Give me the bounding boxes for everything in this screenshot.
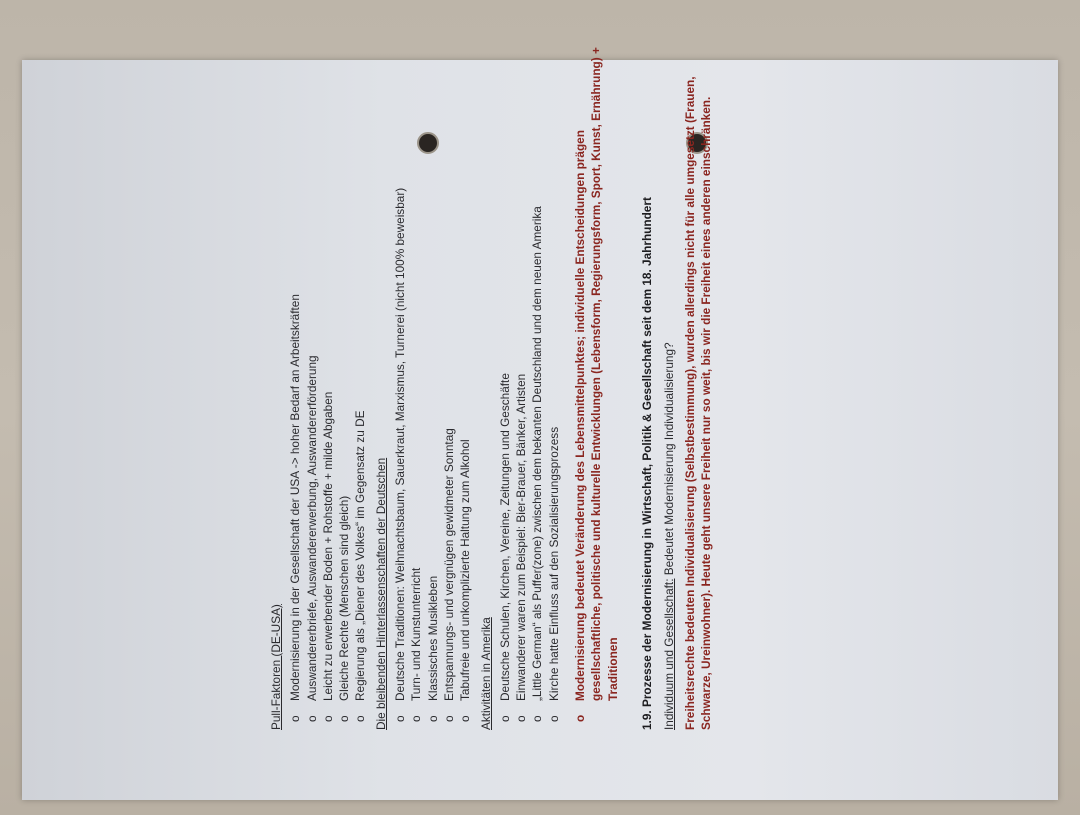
answer-paragraph: Freiheitsrechte bedeuten Individualisierung (Selbstbestimmung), wurden allerdings nicht für alle umgesetzt (Frauen, Schwarze, Ureinwohner). Heute geht unsere Freiheit nur so weit, bis wir die Freiheit eines anderen einschränken. bbox=[682, 76, 713, 730]
hinterlassenschaften-heading: Die bleibenden Hinterlassenschaften der Deutschen bbox=[373, 457, 388, 730]
list-item: o Leicht zu erwerbender Boden + Rohstoffe + milde Abgaben bbox=[320, 30, 336, 730]
list-item: o Entspannungs- und vergnügen gewidmeter Sonntag bbox=[441, 30, 457, 730]
list-item: o Kirche hatte Einfluss auf den Sozialisierungsprozess bbox=[546, 30, 562, 730]
list-item: o Turn- und Kunstunterricht bbox=[408, 30, 424, 730]
list-item: o Deutsche Traditionen: Weihnachtsbaum, Sauerkraut, Marxismus, Turnerei (nicht 100% beweisbar) bbox=[392, 30, 408, 730]
hinterlassenschaften-list bbox=[392, 30, 473, 730]
aktivitaeten-heading: Aktivitäten in Amerika bbox=[478, 617, 493, 730]
document-page bbox=[268, 30, 998, 730]
list-item: o Deutsche Schulen, Kirchen, Vereine, Zeitungen und Geschäfte bbox=[497, 30, 513, 730]
list-item: o Gleiche Rechte (Menschen sind gleich) bbox=[336, 30, 352, 730]
list-item: o Modernisierung in der Gesellschaft der USA -> hoher Bedarf an Arbeitskräften bbox=[287, 30, 303, 730]
list-item: o Einwanderer waren zum Beispiel: Bier-Brauer, Bänker, Artisten bbox=[513, 30, 529, 730]
question-text: Bedeutet Modernisierung Individualisierung? bbox=[662, 342, 677, 579]
pull-faktoren-heading: Pull-Faktoren (DE-USA) bbox=[269, 604, 283, 730]
list-item: o „Little German“ als Puffer(zone) zwischen dem bekanten Deutschland und dem neuen Amerika bbox=[529, 30, 545, 730]
section-title: 1.9. Prozesse der Modernisierung in Wirtschaft, Politik & Gesellschaft seit dem 18. Jahrhundert bbox=[639, 197, 654, 730]
pull-faktoren-list bbox=[287, 30, 368, 730]
list-item: o Klassisches Musikleben bbox=[425, 30, 441, 730]
list-item: o Auswandererbriefe, Auswandererwerbung, Auswandererförderung bbox=[304, 30, 320, 730]
question-paragraph bbox=[661, 30, 677, 730]
modernisierung-note-list bbox=[572, 30, 621, 730]
list-item: o Tabufreie und unkomplizierte Haltung zum Alkohol bbox=[457, 30, 473, 730]
question-label: Individuum und Gesellschaft: bbox=[662, 578, 677, 730]
modernisierung-note: o Modernisierung bedeutet Veränderung des Lebensmittelpunktes; individuelle Entscheidungen prägen gesellschaftliche, politische und kulturelle Entwicklungen (Lebensform, Regierungsform, Sport, Kunst, Ernährung) + Traditionen bbox=[572, 30, 621, 730]
aktivitaeten-list bbox=[497, 30, 562, 730]
list-item: o Regierung als „Diener des Volkes“ im Gegensatz zu DE bbox=[352, 30, 368, 730]
